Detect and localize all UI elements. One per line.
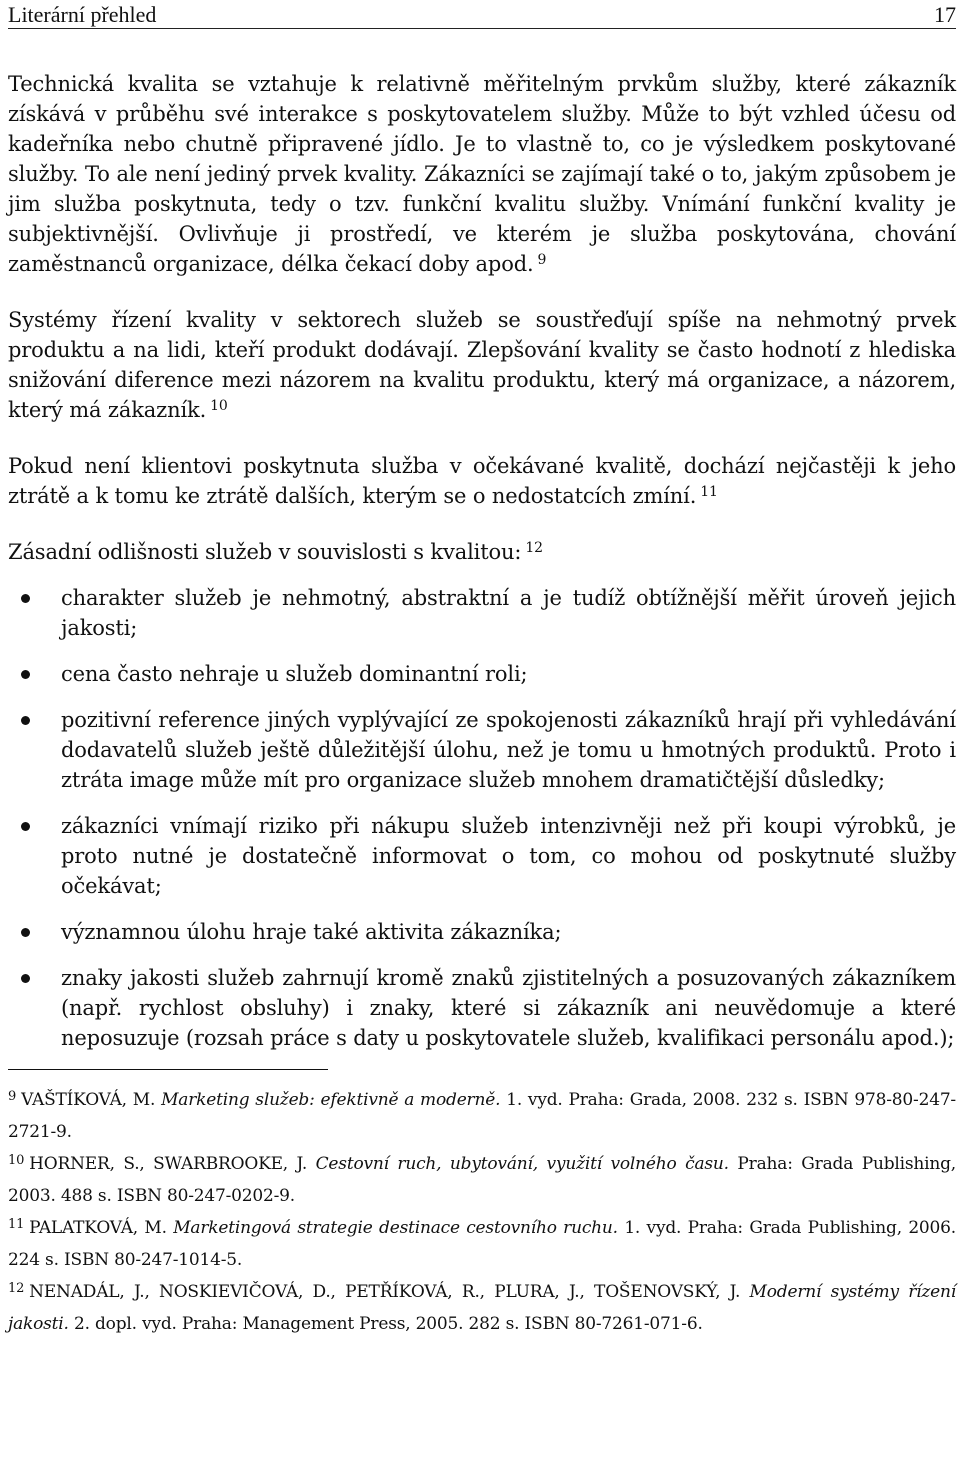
bullet-icon	[21, 716, 30, 725]
differences-list	[8, 583, 956, 1053]
footnote-ref[interactable]: 10	[210, 398, 228, 414]
list-item: významnou úlohu hraje také aktivita zákazníka;	[8, 917, 956, 947]
list-item: charakter služeb je nehmotný, abstraktní a je tudíž obtížnější měřit úroveň jejich jakosti;	[8, 583, 956, 643]
list-intro: Zásadní odlišnosti služeb v souvislosti s kvalitou: $^{12}$	[8, 540, 543, 564]
paragraph-quality-systems: Systémy řízení kvality v sektorech služeb se soustřeďují spíše na nehmotný prvek produktu a na lidi, kteří produkt dodávají. Zlepšování kvality se často hodnotí z hlediska snižování diference mezi názorem na kvalitu produktu, který má organizace, a názorem, který má zákazník. $^{10}$	[8, 308, 956, 422]
bullet-icon	[21, 822, 30, 831]
footnote-ref[interactable]: 11	[700, 484, 718, 500]
bullet-icon	[21, 974, 30, 983]
footnote-ref[interactable]: 12	[525, 540, 543, 556]
paragraph-technical-quality: Technická kvalita se vztahuje k relativně měřitelným prvkům služby, které zákazník získává v průběhu své interakce s poskytovatelem služby. Může to být vzhled účesu od kadeřníka nebo chutně připravené jídlo. Je to vlastně to, co je výsledkem poskytované služby. To ale není jediný prvek kvality. Zákazníci se zajímají také o to, jakým způsobem je jim služba poskytnuta, tedy o tzv. funkční kvalitu služby. Vnímání funkční kvality je subjektivnější. Ovlivňuje ji prostředí, ve kterém je služba poskytována, chování zaměstnanců organizace, délka čekací doby apod. $^9$	[8, 72, 956, 276]
footnotes	[8, 1084, 956, 1340]
bullet-icon	[21, 670, 30, 679]
list-item: cena často nehraje u služeb dominantní roli;	[8, 659, 956, 689]
document-page	[8, 0, 956, 1340]
list-item: znaky jakosti služeb zahrnují kromě znaků zjistitelných a posuzovaných zákazníkem (např. rychlost obsluhy) i znaky, které si zákazník ani neuvědomuje a které neposuzuje (rozsah práce s daty u poskytovatele služeb, kvalifikaci personálu apod.);	[8, 963, 956, 1053]
page-number: 17	[934, 2, 956, 27]
footnote-separator	[8, 1069, 328, 1070]
section-title: Literární přehled	[8, 2, 157, 27]
bullet-icon	[21, 928, 30, 937]
list-item: zákazníci vnímají riziko při nákupu služeb intenzivněji než při koupi výrobků, je proto nutné je dostatečně informovat o tom, co mohou od poskytnuté služby očekávat;	[8, 811, 956, 901]
footnote-11: $^{11}$ PALATKOVÁ, M. Marketingová strategie destinace cestovního ruchu. 1. vyd. Praha: Grada Publishing, 2006. 224 s. ISBN 80-247-1014-5.	[8, 1217, 956, 1270]
footnote-12: $^{12}$ NENADÁL, J., NOSKIEVIČOVÁ, D., PETŘÍKOVÁ, R., PLURA, J., TOŠENOVSKÝ, J. Moderní systémy řízení jakosti. 2. dopl. vyd. Praha: Management Press, 2005. 282 s. ISBN 80-7261-071-6.	[8, 1281, 957, 1334]
footnote-9: $^9$ VAŠTÍKOVÁ, M. Marketing služeb: efektivně a moderně. 1. vyd. Praha: Grada, 2008. 232 s. ISBN 978-80-247-2721-9.	[8, 1089, 956, 1142]
running-header	[8, 0, 956, 29]
paragraph-client-loss: Pokud není klientovi poskytnuta služba v očekávané kvalitě, dochází nejčastěji k jeho ztrátě a k tomu ke ztrátě dalších, kterým se o nedostatcích zmíní. $^{11}$	[8, 454, 956, 508]
bullet-icon	[21, 594, 30, 603]
footnote-ref[interactable]: 9	[537, 252, 547, 268]
list-item: pozitivní reference jiných vyplývající ze spokojenosti zákazníků hrají při vyhledávání dodavatelů služeb ještě důležitější úlohu, než je tomu u hmotných produktů. Proto i ztráta image může mít pro organizace služeb mnohem dramatičtější důsledky;	[8, 705, 956, 795]
footnote-10: $^{10}$ HORNER, S., SWARBROOKE, J. Cestovní ruch, ubytování, využití volného času. Praha: Grada Publishing, 2003. 488 s. ISBN 80-247-0202-9.	[8, 1153, 956, 1206]
